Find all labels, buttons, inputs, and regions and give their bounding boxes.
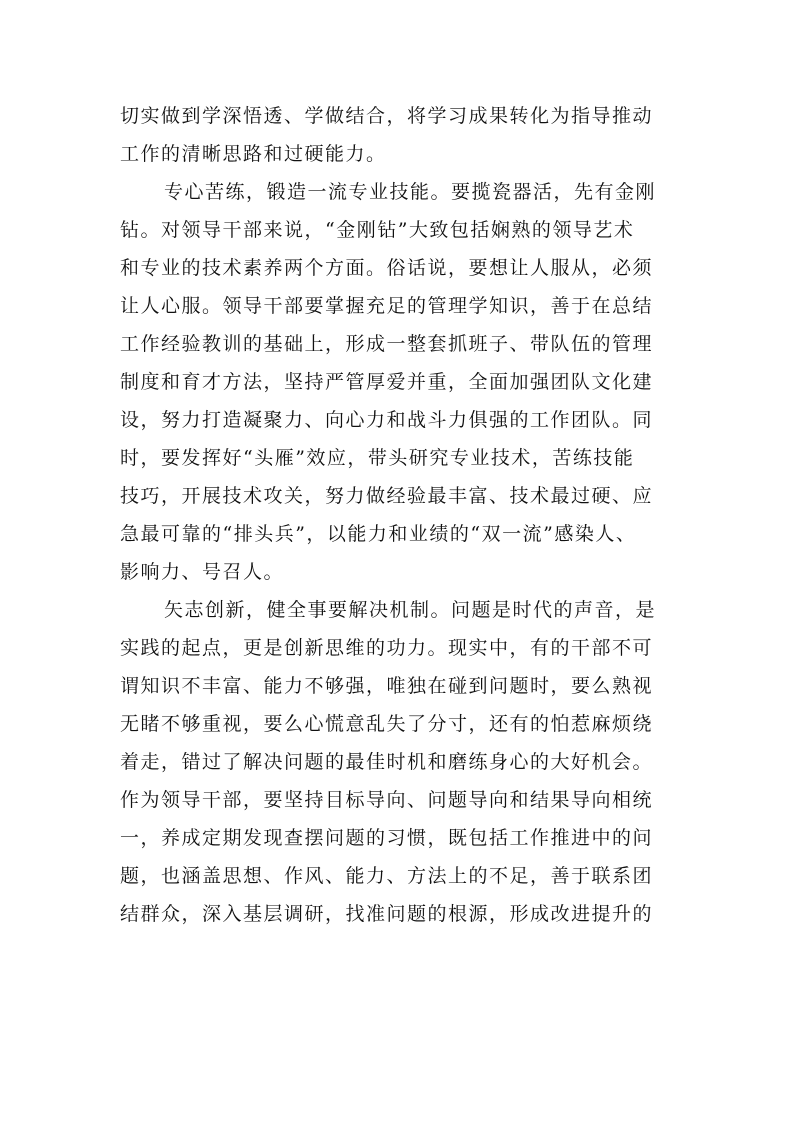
paragraph-start-line: 专心苦练，锻造一流专业技能。要揽瓷器活，先有金刚	[164, 181, 657, 203]
text-line: 无睹不够重视，要么心慌意乱失了分寸，还有的怕惹麻烦绕	[120, 713, 654, 735]
text-line: 工作经验教训的基础上，形成一整套抓班子、带队伍的管理	[120, 333, 654, 355]
text-line: 技巧，开展技术攻关，努力做经验最丰富、技术最过硬、应	[120, 485, 654, 507]
text-line: 急最可靠的“排头兵”，以能力和业绩的“双一流”感染人、	[120, 523, 637, 545]
text-line: 题，也涵盖思想、作风、能力、方法上的不足，善于联系团	[120, 865, 654, 887]
paragraph-start-line: 矢志创新，健全事要解决机制。问题是时代的声音，是	[164, 599, 657, 621]
text-line: 制度和育才方法，坚持严管厚爱并重，全面加强团队文化建	[120, 371, 654, 393]
text-line: 切实做到学深悟透、学做结合，将学习成果转化为指导推动	[120, 105, 654, 127]
document-body	[120, 97, 686, 933]
text-line: 钻。对领导干部来说，“金刚钻”大致包括娴熟的领导艺术	[120, 219, 635, 241]
text-line: 时，要发挥好“头雁”效应，带头研究专业技术，苦练技能	[120, 447, 635, 469]
text-line: 作为领导干部，要坚持目标导向、问题导向和结果导向相统	[120, 789, 654, 811]
text-line: 谓知识不丰富、能力不够强，唯独在碰到问题时，要么熟视	[120, 675, 654, 697]
text-line: 一，养成定期发现查摆问题的习惯，既包括工作推进中的问	[120, 827, 654, 849]
text-line: 设，努力打造凝聚力、向心力和战斗力俱强的工作团队。同	[120, 409, 654, 431]
text-line: 实践的起点，更是创新思维的功力。现实中，有的干部不可	[120, 637, 654, 659]
text-line: 和专业的技术素养两个方面。俗话说，要想让人服从，必须	[120, 257, 654, 279]
text-line: 让人心服。领导干部要掌握充足的管理学知识，善于在总结	[120, 295, 654, 317]
text-line: 结群众，深入基层调研，找准问题的根源，形成改进提升的	[120, 903, 654, 925]
text-line: 着走，错过了解决问题的最佳时机和磨练身心的大好机会。	[120, 751, 654, 773]
text-line: 影响力、号召人。	[120, 561, 285, 583]
text-line: 工作的清晰思路和过硬能力。	[120, 143, 387, 165]
